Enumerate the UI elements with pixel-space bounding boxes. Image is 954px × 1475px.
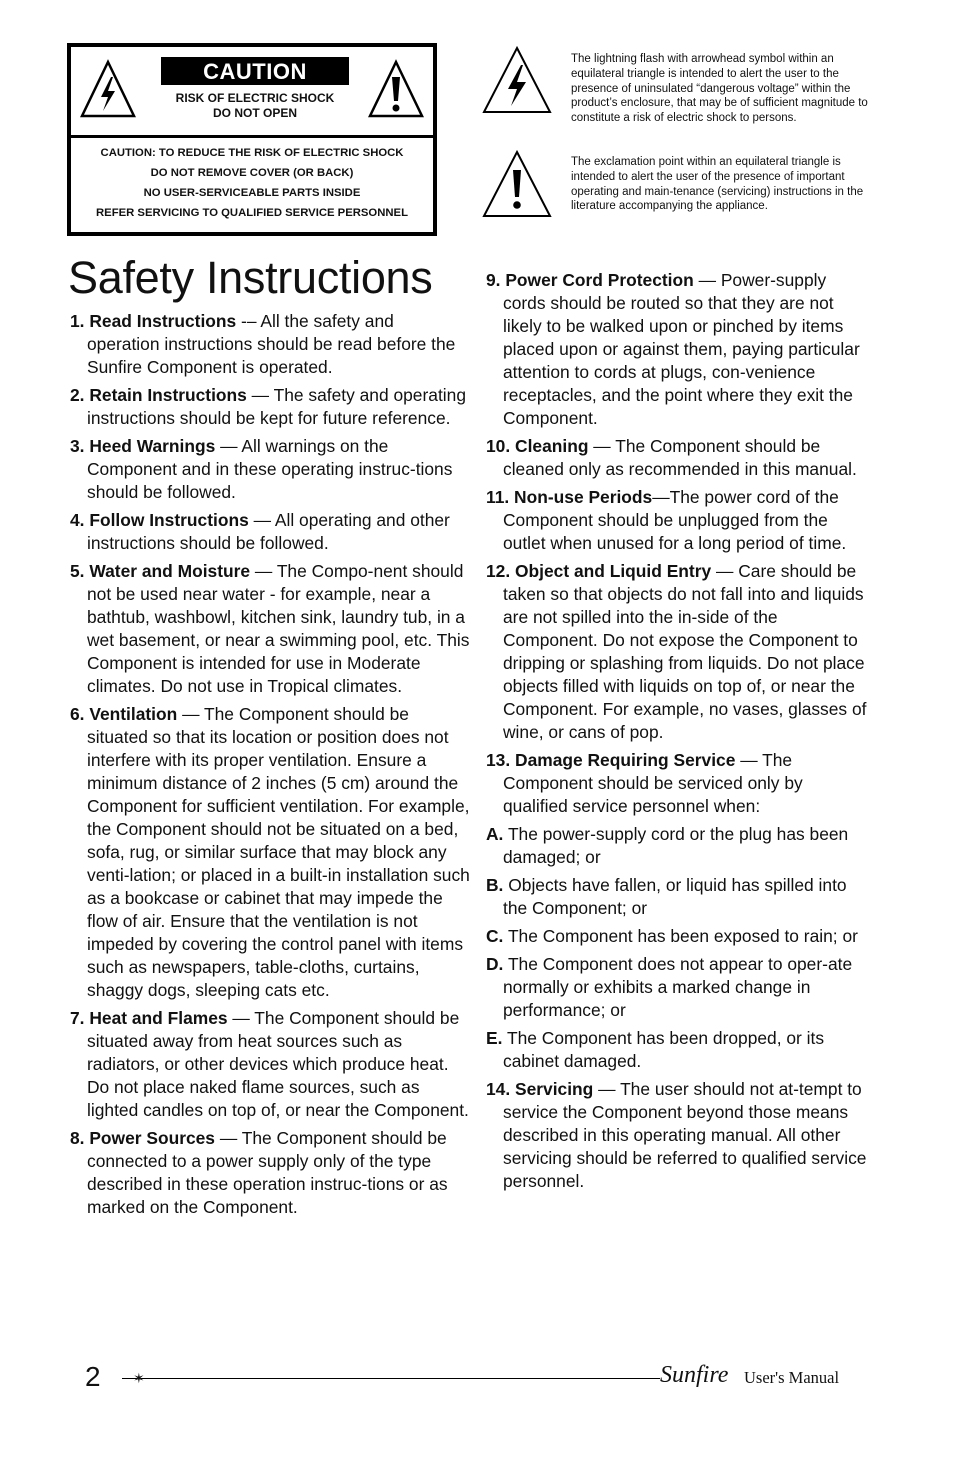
item-text: The Component has been dropped, or its cabinet damaged. bbox=[503, 1028, 825, 1071]
condition-item bbox=[486, 874, 870, 920]
instruction-item bbox=[70, 560, 470, 698]
item-separator: — bbox=[711, 561, 739, 581]
item-label: 12. Object and Liquid Entry bbox=[486, 561, 712, 581]
item-label: 6. Ventilation bbox=[70, 704, 178, 724]
instruction-item bbox=[486, 1078, 870, 1193]
item-text: The Component has been exposed to rain; or bbox=[507, 926, 858, 946]
item-separator: — bbox=[177, 704, 205, 724]
exclamation-symbol-icon bbox=[481, 149, 553, 219]
item-label: 7. Heat and Flames bbox=[70, 1008, 228, 1028]
instruction-item bbox=[486, 435, 870, 481]
item-label: 4. Follow Instructions bbox=[70, 510, 249, 530]
item-label: 3. Heed Warnings bbox=[70, 436, 216, 456]
item-text: Power-supply cords should be routed so that they are not likely to be walked upon or pinched by items placed upon or against them, paying particular attention to cords at plugs, con-venience receptacles, and the point where they exit the Component. bbox=[503, 270, 860, 428]
item-text: All operating and other instructions should be followed. bbox=[87, 510, 450, 553]
item-label: E. bbox=[486, 1028, 503, 1048]
instruction-item bbox=[486, 269, 870, 430]
item-label: B. bbox=[486, 875, 504, 895]
footer-rule bbox=[122, 1378, 660, 1379]
item-text: The user should not at-tempt to service the Component beyond those means described in this operating manual. All other servicing should be referred to qualified service personnel. bbox=[503, 1079, 867, 1191]
item-text: The safety and operating instructions should be kept for future reference. bbox=[87, 385, 466, 428]
item-text: Objects have fallen, or liquid has spilled into the Component; or bbox=[503, 875, 847, 918]
item-text: All warnings on the Component and in these operating instruc-tions should be followed. bbox=[87, 436, 453, 502]
item-label: 10. Cleaning bbox=[486, 436, 589, 456]
left-column bbox=[70, 310, 470, 1224]
caution-line: REFER SERVICING TO QUALIFIED SERVICE PERSONNEL bbox=[96, 207, 408, 219]
item-separator: — bbox=[214, 1128, 242, 1148]
item-label: A. bbox=[486, 824, 504, 844]
star-icon: ✶ bbox=[133, 1370, 145, 1386]
item-separator: — bbox=[250, 561, 277, 581]
caution-line: CAUTION: TO REDUCE THE RISK OF ELECTRIC SHOCK bbox=[100, 147, 404, 159]
item-label: 2. Retain Instructions bbox=[70, 385, 247, 405]
manual-label: User's Manual bbox=[744, 1368, 840, 1387]
instruction-item bbox=[70, 509, 470, 555]
exclamation-symbol-explanation: The exclamation point within an equilateral triangle is intended to alert the user of the presence of important operating and main-tenance (servicing) instructions in the literature accompanying the appliance. bbox=[571, 156, 864, 213]
instruction-item bbox=[70, 1127, 470, 1219]
item-label: 9. Power Cord Protection bbox=[486, 270, 694, 290]
item-text: The Component should be situated so that its location or position does not interfere with its proper ventilation. Ensure a minimum distance of 2 inches (5 cm) around the Component for sufficient ventilation. For example, the Component should not be situated on a bed, sofa, rug, or similar surface that may block any venti-lation; or placed in a built-in installation such as a bookcase or cabinet that may impede the flow of air. Ensure that the ventilation is not impeded by covering the control panel with items such as newspapers, table-cloths, curtains, shaggy dogs, sleeping cats etc. bbox=[87, 704, 470, 1000]
item-separator: — bbox=[215, 436, 242, 456]
item-label: 1. Read Instructions bbox=[70, 311, 237, 331]
right-column bbox=[486, 269, 870, 1198]
item-label: 14. Servicing bbox=[486, 1079, 594, 1099]
item-label: 11. Non-use Periods bbox=[486, 487, 653, 507]
instruction-item bbox=[70, 703, 470, 1002]
item-text: The power-supply cord or the plug has been damaged; or bbox=[503, 824, 849, 867]
instruction-item bbox=[70, 435, 470, 504]
instruction-item bbox=[486, 560, 870, 744]
item-label: D. bbox=[486, 954, 504, 974]
condition-item bbox=[486, 953, 870, 1022]
condition-item bbox=[486, 823, 870, 869]
lightning-warning-icon bbox=[79, 59, 137, 119]
instruction-item bbox=[70, 1007, 470, 1122]
item-text: The Compo-nent should not be used near water - for example, near a bathtub, washbowl, kitchen sink, laundry tub, in a wet basement, or near a swimming pool, etc. This Component is intended for use in Moderate climates. Do not use in Tropical climates. bbox=[87, 561, 470, 696]
caution-header bbox=[71, 47, 433, 138]
item-separator: — bbox=[693, 270, 721, 290]
caution-box bbox=[67, 43, 437, 236]
caution-instructions bbox=[71, 143, 433, 223]
item-text: The Component should be cleaned only as recommended in this manual. bbox=[503, 436, 857, 479]
item-separator: — bbox=[227, 1008, 255, 1028]
item-text: The Component should be serviced only by qualified service personnel when: bbox=[503, 750, 803, 816]
condition-item bbox=[486, 925, 870, 948]
instruction-item bbox=[70, 310, 470, 379]
item-label: C. bbox=[486, 926, 504, 946]
lightning-symbol-icon bbox=[481, 45, 553, 115]
item-text: Care should be taken so that objects do not fall into and liquids are not spilled into the in-side of the Component. Do not expose the Component to dripping or splashing from liquids. Do not place objects filled with liquids on top of, or near the Component. For example, no vases, glasses of wine, or cans of pop. bbox=[503, 561, 867, 742]
caution-line: NO USER-SERVICEABLE PARTS INSIDE bbox=[143, 187, 361, 199]
item-text: The power cord of the Component should be unplugged from the outlet when unused for a long period of time. bbox=[503, 487, 847, 553]
item-separator: — bbox=[248, 510, 275, 530]
instruction-item bbox=[486, 486, 870, 555]
exclamation-warning-icon bbox=[367, 59, 425, 119]
caution-sub-line: RISK OF ELECTRIC SHOCK bbox=[175, 91, 335, 105]
item-label: 13. Damage Requiring Service bbox=[486, 750, 736, 770]
item-separator: -– bbox=[236, 311, 261, 331]
page-title: Safety Instructions bbox=[68, 252, 433, 303]
instruction-item bbox=[486, 749, 870, 818]
item-text: The Component does not appear to oper-ate normally or exhibits a marked change in performance; or bbox=[503, 954, 853, 1020]
condition-item bbox=[486, 1027, 870, 1073]
item-text: The Component should be connected to a power supply only of the type described in these operation instruc-tions or as marked on the Component. bbox=[87, 1128, 448, 1217]
item-text: The Component should be situated away from heat sources such as radiators, or other devices which produce heat. Do not place naked flame sources, such as lighted candles on top of, or near the Component. bbox=[87, 1008, 469, 1120]
item-label: 8. Power Sources bbox=[70, 1128, 215, 1148]
item-separator: — bbox=[246, 385, 274, 405]
item-separator: — bbox=[588, 436, 616, 456]
item-text: All the safety and operation instructions should be read before the Sunfire Component is operated. bbox=[87, 311, 456, 377]
item-separator: — bbox=[593, 1079, 621, 1099]
caution-subtitle bbox=[151, 91, 359, 121]
caution-line: DO NOT REMOVE COVER (OR BACK) bbox=[150, 167, 354, 179]
caution-sub-line: DO NOT OPEN bbox=[212, 106, 297, 120]
page-number: 2 bbox=[85, 1361, 101, 1392]
lightning-symbol-explanation: The lightning flash with arrowhead symbol within an equilateral triangle is intended to alert the user to the presence of uninsulated “dangerous voltage” within the product’s enclosure, that may be of sufficient magnitude to constitute a risk of electric shock to persons. bbox=[571, 53, 868, 125]
item-label: 5. Water and Moisture bbox=[70, 561, 251, 581]
brand-name: Sunfire bbox=[660, 1362, 729, 1388]
caution-title: CAUTION bbox=[161, 57, 349, 85]
item-separator: — bbox=[652, 487, 670, 507]
item-separator: — bbox=[735, 750, 763, 770]
instruction-item bbox=[70, 384, 470, 430]
